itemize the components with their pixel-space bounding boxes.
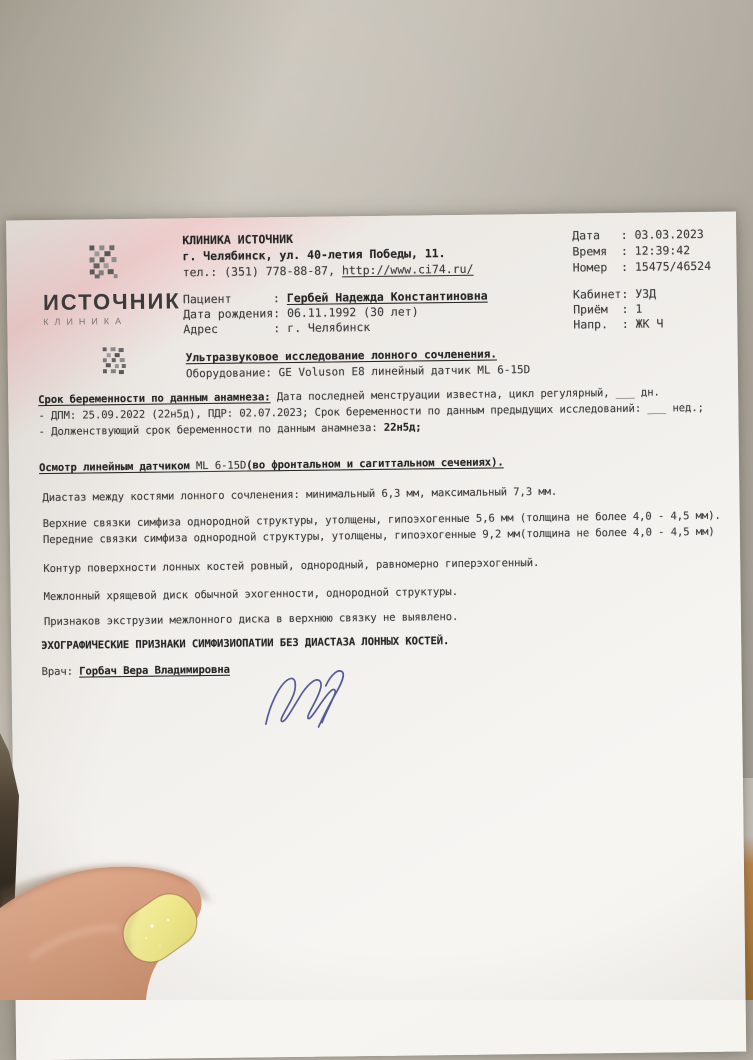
logo-title: ИСТОЧНИК (42, 288, 181, 316)
anamnesis-line1: Дата последней менструации известна, цикл регулярный, ___ дн. (270, 386, 660, 404)
patient-name: Гербей Надежда Константиновна (286, 288, 488, 306)
clinic-phone: тел.: (351) 778-88-87, (182, 263, 342, 280)
patient-block (183, 289, 488, 338)
doctor-row (41, 662, 230, 680)
anamnesis-line2: - ДПМ: 25.09.2022 (22н5д), ПДР: 02.07.2023; Срок беременности по данным предыдущих исследований: ___ нед.; (38, 401, 704, 423)
meta-visit: Приём : 1 (573, 301, 643, 317)
patient-address-row: Адрес : г. Челябинск (183, 320, 371, 337)
finding-ligaments (43, 508, 721, 548)
anamnesis-line3: - Долженствующий срок беременности по данным анамнеза: 22н5д; (38, 421, 422, 439)
exam-probe: ML 6-15D (189, 459, 247, 473)
logo-subtitle: КЛИНИКА (43, 315, 128, 328)
study-equipment: Оборудование: GE Voluson E8 линейный датчик ML 6-15D (185, 363, 531, 381)
meta-date: Дата : 03.03.2023 (572, 226, 704, 243)
meta-time: Время : 12:39:42 (572, 243, 691, 259)
finding-diastasis: Диастаз между костями лонного сочленения: минимальный 6,3 мм, максимальный 7,3 мм. (42, 485, 558, 505)
doctor-name: Горбач Вера Владимировна (79, 663, 230, 678)
patient-birth-row: Дата рождения: 06.11.1992 (30 лет) (183, 304, 419, 322)
finding-extrusion: Признаков экструзии межлонного диска в верхнюю связку не выявлено. (43, 610, 459, 629)
thumb (0, 828, 242, 1000)
clinic-address: г. Челябинск, ул. 40-летия Победы, 11. (182, 246, 446, 264)
finding-disc: Межлонный хрящевой диск обычной эхогенности, однородной структуры. (43, 585, 459, 604)
anamnesis-term: 22н5д; (383, 421, 422, 434)
finding-anterior-ligaments: Передние связки симфиза однородной структуры, утолщены, гипоэхогенные 9,2 мм(толщина не более 4,0 - 4,5 мм) (42, 525, 715, 547)
clinic-name: КЛИНИКА ИСТОЧНИК (182, 231, 294, 248)
finding-contour: Контур поверхности лонных костей ровный, однородный, равномерно гиперэхогенный. (43, 556, 540, 576)
patient-address: г. Челябинск (287, 320, 371, 336)
study-title: Ультразвуковое исследование лонного сочленения. (185, 347, 498, 365)
clinic-header (182, 229, 473, 281)
datamatrix-code-top (89, 245, 117, 279)
finding-upper-ligaments: Верхние связки симфиза однородной структуры, утолщены, гипоэхогенные 5,6 мм (толщина не более 4,0 - 4,5 мм). (42, 509, 721, 531)
conclusion-text: ЭХОГРАФИЧЕСКИЕ ПРИЗНАКИ СИМФИЗИОПАТИИ БЕЗ ДИАСТАЗА ЛОННЫХ КОСТЕЙ. (41, 635, 450, 653)
clinic-logo (43, 288, 181, 327)
meta-number: Номер : 15475/46524 (572, 258, 712, 275)
doctor-label: Врач: (41, 665, 80, 679)
meta-block-top (572, 226, 711, 276)
meta-referral: Напр. : ЖК Ч (573, 316, 664, 332)
clinic-url: http://www.ci74.ru/ (341, 261, 474, 278)
patient-name-row: Пациент : Гербей Надежда Константиновна (182, 288, 488, 307)
exam-heading: Осмотр линейным датчиком ML 6-15D(во фронтальном и сагиттальном сечениях). (38, 456, 504, 475)
meta-cabinet: Кабинет: УЗД (572, 286, 657, 302)
meta-block-bottom (573, 286, 664, 333)
anamnesis-paragraph (38, 384, 704, 440)
anamnesis-heading: Срок беременности по данным анамнеза: (38, 391, 271, 407)
doctor-signature-scribble (246, 658, 377, 754)
datamatrix-code-middle (103, 347, 127, 375)
